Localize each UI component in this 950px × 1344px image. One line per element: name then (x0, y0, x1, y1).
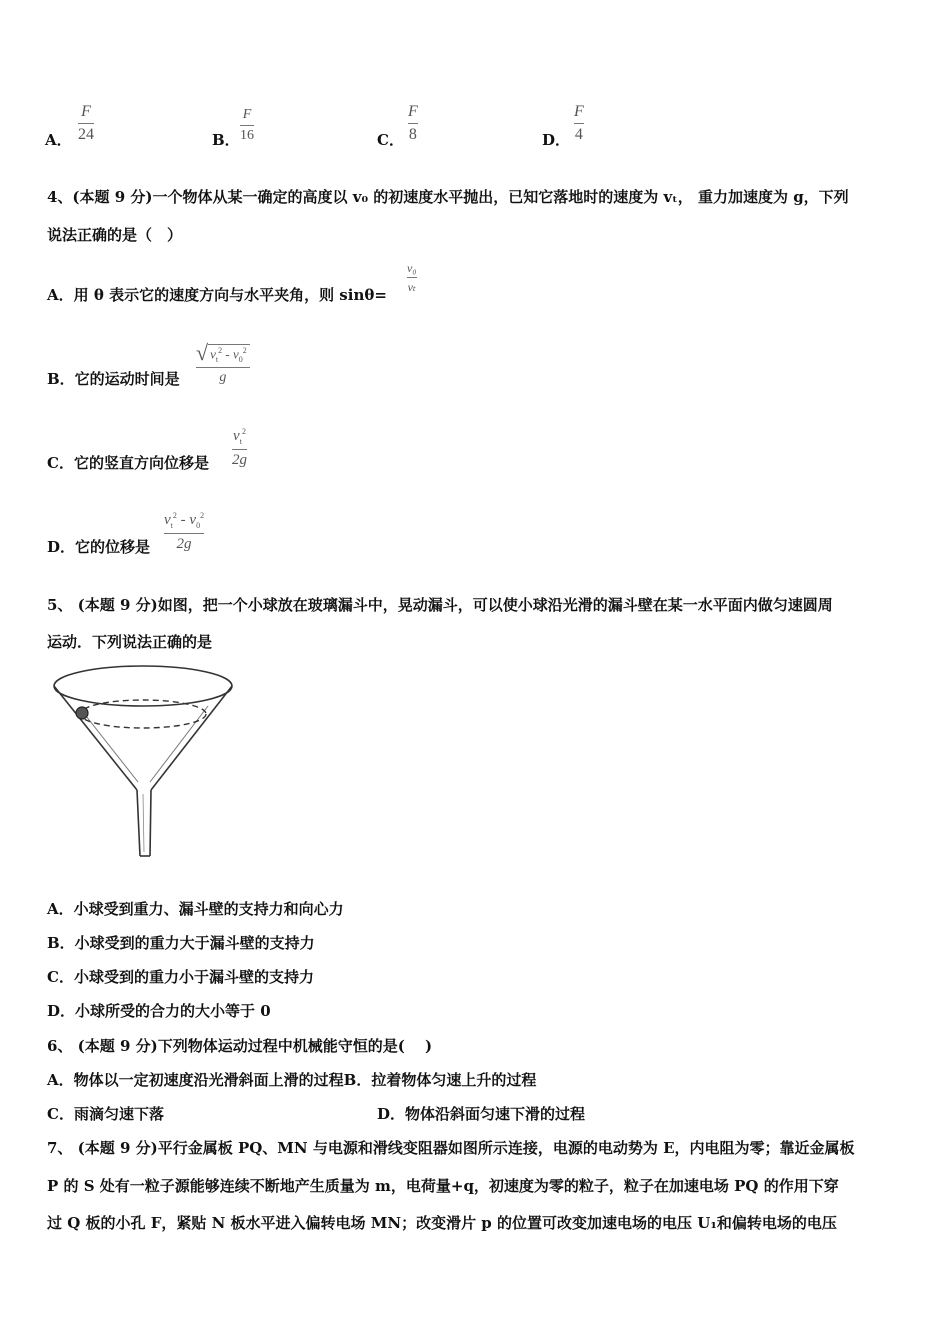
q3-option-d-denominator: 4 (574, 126, 583, 143)
q3-option-a-letter: A． (45, 131, 72, 149)
q5-option-d: D．小球所受的合力的大小等于 0 (47, 1002, 271, 1020)
q3-option-b-fraction (240, 108, 254, 143)
q3-option-c-denominator: 8 (408, 126, 417, 143)
q7-stem-line-1: 7、 (本题 9 分)平行金属板 PQ、MN 与电源和滑线变阻器如图所示连接，电源的电动势为 E，内电阻为零；靠近金属板 (47, 1139, 855, 1157)
q4-option-c-denominator: 2g (232, 452, 247, 468)
q4-option-c-numerator: $v_t^2$ (233, 427, 246, 446)
funnel-figure (48, 664, 240, 862)
q4-option-c: C．它的竖直方向位移是 (47, 454, 209, 472)
q3-option-a-denominator: 24 (78, 126, 94, 143)
q4-stem-line-1: 4、(本题 9 分)一个物体从某一确定的高度以 v₀ 的初速度水平抛出，已知它落地时的速度为 vₜ， 重力加速度为 g，下列 (47, 188, 849, 206)
q3-option-b-denominator: 16 (240, 128, 254, 143)
q4-option-d-denominator: 2g (176, 536, 192, 552)
q3-option-b-numerator: F (242, 107, 252, 122)
q5-option-b: B．小球受到的重力大于漏斗壁的支持力 (47, 934, 315, 952)
q4-option-a-numerator: v₀ (407, 261, 417, 275)
q4-option-d-fraction (164, 512, 204, 552)
q4-option-b-sqrt: √ $v_t^2 - v_0^2$ (196, 342, 250, 364)
q3-option-a-numerator: F (81, 103, 91, 120)
q3-option-a-fraction (78, 104, 94, 143)
q4-option-a-fraction (407, 262, 417, 293)
q4-option-b-fraction (196, 342, 250, 385)
q3-option-c-letter: C． (377, 131, 404, 149)
q6-option-ab: A．物体以一定初速度沿光滑斜面上滑的过程B．拉着物体匀速上升的过程 (47, 1071, 537, 1089)
ball-icon (76, 707, 88, 719)
q5-stem-line-2: 运动．下列说法正确的是 (47, 633, 213, 651)
q4-option-a: A．用 θ 表示它的速度方向与水平夹角，则 sinθ= (47, 286, 387, 304)
q6-option-d: D．物体沿斜面匀速下滑的过程 (377, 1105, 586, 1123)
q3-option-d-numerator: F (574, 103, 584, 120)
q4-option-d-numerator: $v_t^2 - v_0^2$ (164, 511, 205, 530)
q5-option-c: C．小球受到的重力小于漏斗壁的支持力 (47, 968, 314, 986)
q4-option-b: B．它的运动时间是 (47, 370, 180, 388)
q6-stem: 6、 (本题 9 分)下列物体运动过程中机械能守恒的是( ) (47, 1037, 433, 1055)
q7-stem-line-2: P 的 S 处有一粒子源能够连续不断地产生质量为 m，电荷量+q，初速度为零的粒子，粒子在加速电场 PQ 的作用下穿 (47, 1177, 839, 1195)
q4-option-b-denominator: g (219, 370, 227, 385)
q4-option-d: D．它的位移是 (47, 538, 151, 556)
q3-option-d-fraction (574, 104, 584, 143)
q3-option-c-numerator: F (408, 103, 418, 120)
q4-option-a-denominator: vₜ (407, 280, 416, 294)
q7-stem-line-3: 过 Q 板的小孔 F，紧贴 N 板水平进入偏转电场 MN；改变滑片 p 的位置可改变加速电场的电压 U₁和偏转电场的电压 (47, 1214, 837, 1232)
q3-option-b-letter: B． (212, 131, 240, 149)
q4-option-c-fraction (232, 428, 247, 468)
q6-option-c: C．雨滴匀速下落 (47, 1105, 164, 1123)
q4-stem-line-2: 说法正确的是（ ） (47, 226, 183, 244)
q3-option-d-letter: D． (542, 131, 571, 149)
q5-option-a: A．小球受到重力、漏斗壁的支持力和向心力 (47, 900, 344, 918)
q5-stem-line-1: 5、 (本题 9 分)如图，把一个小球放在玻璃漏斗中，晃动漏斗，可以使小球沿光滑的漏斗壁在某一水平面内做匀速圆周 (47, 596, 833, 614)
q3-option-c-fraction (408, 104, 418, 143)
